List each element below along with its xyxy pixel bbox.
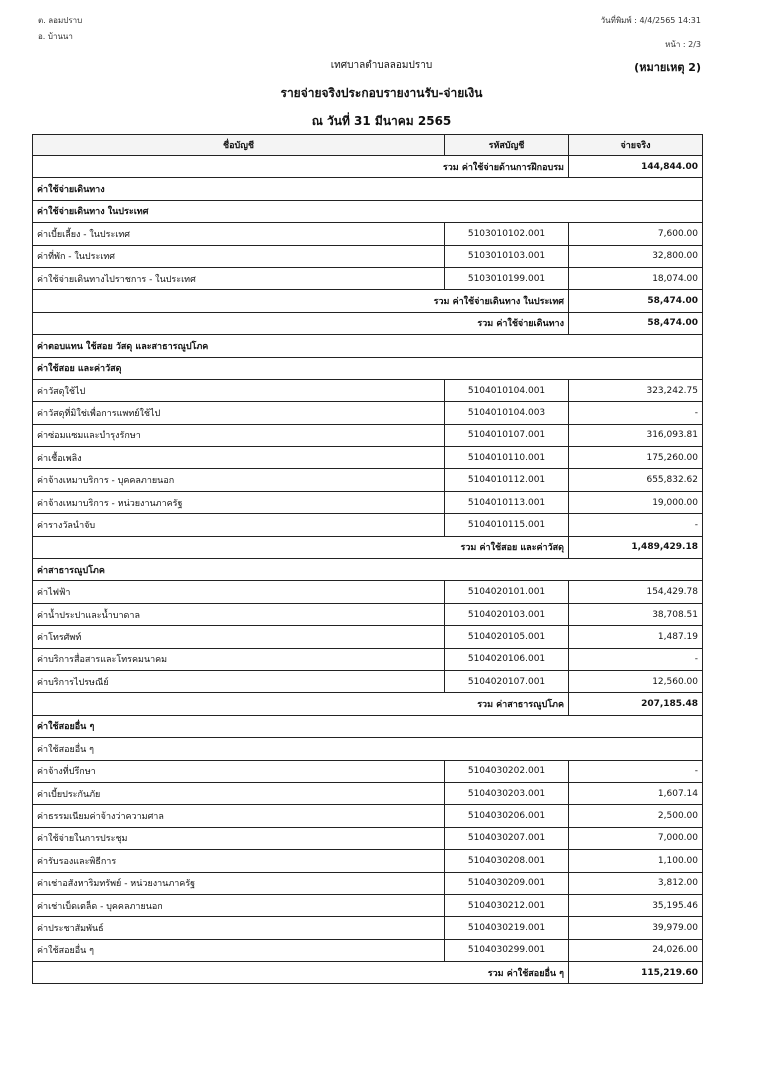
table-row <box>33 782 703 804</box>
account-code: 5104010104.003 <box>445 402 569 424</box>
subtotal-label: รวม ค่าใช้จ่ายด้านการฝึกอบรม <box>33 156 569 178</box>
account-code: 5104030208.001 <box>445 850 569 872</box>
account-amount: 39,979.00 <box>569 917 703 939</box>
table-row <box>33 312 703 334</box>
subsection-heading: ค่าใช้สอยอื่น ๆ <box>33 738 703 760</box>
table-row <box>33 290 703 312</box>
account-code: 5104020101.001 <box>445 581 569 603</box>
account-amount: 1,487.19 <box>569 626 703 648</box>
account-amount: - <box>569 514 703 536</box>
section-heading: ค่าตอบแทน ใช้สอย วัสดุ และสาธารณูปโภค <box>33 335 703 357</box>
account-name: ค่าเบี้ยเลี้ยง - ในประเทศ <box>33 223 445 245</box>
account-code: 5104030202.001 <box>445 760 569 782</box>
account-name: ค่าเช่าเบ็ดเตล็ด - บุคคลภายนอก <box>33 894 445 916</box>
account-code: 5104030209.001 <box>445 872 569 894</box>
top-left-line-2: อ. บ้านนา <box>38 32 73 41</box>
table-row <box>33 536 703 558</box>
account-amount: 3,812.00 <box>569 872 703 894</box>
account-code: 5104020103.001 <box>445 603 569 625</box>
account-code: 5104010104.001 <box>445 379 569 401</box>
table-row <box>33 626 703 648</box>
account-code: 5104010115.001 <box>445 514 569 536</box>
subsection-heading: ค่าใช้สอย และค่าวัสดุ <box>33 357 703 379</box>
table-row <box>33 379 703 401</box>
account-amount: - <box>569 760 703 782</box>
account-name: ค่าใช้จ่ายเดินทางไปราชการ - ในประเทศ <box>33 267 445 289</box>
table-row <box>33 178 703 200</box>
subsection-heading: ค่าใช้สอยอื่น ๆ <box>33 715 703 737</box>
account-amount: 323,242.75 <box>569 379 703 401</box>
account-code: 5104030212.001 <box>445 894 569 916</box>
account-amount: 316,093.81 <box>569 424 703 446</box>
account-amount: 12,560.00 <box>569 670 703 692</box>
table-row <box>33 648 703 670</box>
account-name: ค่ารางวัลนำจับ <box>33 514 445 536</box>
table-row <box>33 670 703 692</box>
account-amount: 1,607.14 <box>569 782 703 804</box>
subtotal-amount: 144,844.00 <box>569 156 703 178</box>
subtotal-label: รวม ค่าใช้จ่ายเดินทาง ในประเทศ <box>33 290 569 312</box>
note-label: (หมายเหตุ 2) <box>634 61 701 74</box>
col-amount: จ่ายจริง <box>569 135 703 156</box>
table-row <box>33 894 703 916</box>
table-row <box>33 581 703 603</box>
table-row <box>33 267 703 289</box>
account-name: ค่าใช้จ่ายในการประชุม <box>33 827 445 849</box>
account-amount: 7,000.00 <box>569 827 703 849</box>
subtotal-amount: 58,474.00 <box>569 312 703 334</box>
table-row <box>33 357 703 379</box>
account-name: ค่าไฟฟ้า <box>33 581 445 603</box>
account-name: ค่าที่พัก - ในประเทศ <box>33 245 445 267</box>
report-title: รายจ่ายจริงประกอบรายงานรับ-จ่ายเงิน <box>280 86 483 100</box>
table-row <box>33 738 703 760</box>
subsection-heading: ค่าสาธารณูปโภค <box>33 559 703 581</box>
top-left-line-1: ต. ลอมปราบ <box>38 16 83 25</box>
account-code: 5104010110.001 <box>445 447 569 469</box>
account-amount: 1,100.00 <box>569 850 703 872</box>
account-code: 5103010102.001 <box>445 223 569 245</box>
table-row <box>33 559 703 581</box>
table-row <box>33 693 703 715</box>
account-code: 5104030219.001 <box>445 917 569 939</box>
table-row <box>33 962 703 984</box>
subtotal-label: รวม ค่าใช้จ่ายเดินทาง <box>33 312 569 334</box>
table-row <box>33 223 703 245</box>
table-row <box>33 424 703 446</box>
table-row <box>33 805 703 827</box>
account-code: 5104020106.001 <box>445 648 569 670</box>
subsection-heading: ค่าใช้จ่ายเดินทาง ในประเทศ <box>33 200 703 222</box>
account-name: ค่าเช่าอสังหาริมทรัพย์ - หน่วยงานภาครัฐ <box>33 872 445 894</box>
account-amount: 32,800.00 <box>569 245 703 267</box>
table-row <box>33 939 703 961</box>
account-name: ค่าวัสดุที่มิใช่เพื่อการแพทย์ใช้ไป <box>33 402 445 424</box>
table-row <box>33 872 703 894</box>
subtotal-label: รวม ค่าใช้สอย และค่าวัสดุ <box>33 536 569 558</box>
table-row <box>33 715 703 737</box>
subtotal-amount: 58,474.00 <box>569 290 703 312</box>
account-name: ค่าน้ำประปาและน้ำบาดาล <box>33 603 445 625</box>
account-code: 5104010107.001 <box>445 424 569 446</box>
table-row <box>33 760 703 782</box>
col-account-name: ชื่อบัญชี <box>33 135 445 156</box>
account-name: ค่าจ้างเหมาบริการ - บุคคลภายนอก <box>33 469 445 491</box>
account-amount: 154,429.78 <box>569 581 703 603</box>
subtotal-amount: 115,219.60 <box>569 962 703 984</box>
account-code: 5104020105.001 <box>445 626 569 648</box>
account-name: ค่าเบี้ยประกันภัย <box>33 782 445 804</box>
account-code: 5103010103.001 <box>445 245 569 267</box>
subtotal-label: รวม ค่าใช้สอยอื่น ๆ <box>33 962 569 984</box>
account-amount: 175,260.00 <box>569 447 703 469</box>
account-code: 5104030207.001 <box>445 827 569 849</box>
table-row <box>33 156 703 178</box>
account-name: ค่าจ้างเหมาบริการ - หน่วยงานภาครัฐ <box>33 491 445 513</box>
table-row <box>33 514 703 536</box>
table-row <box>33 469 703 491</box>
account-code: 5104030206.001 <box>445 805 569 827</box>
account-amount: 19,000.00 <box>569 491 703 513</box>
table-row <box>33 491 703 513</box>
account-amount: 18,074.00 <box>569 267 703 289</box>
print-date: วันที่พิมพ์ : 4/4/2565 14:31 <box>600 16 701 25</box>
account-amount: - <box>569 402 703 424</box>
table-row <box>33 402 703 424</box>
account-amount: 35,195.46 <box>569 894 703 916</box>
account-amount: - <box>569 648 703 670</box>
account-amount: 2,500.00 <box>569 805 703 827</box>
table-row <box>33 335 703 357</box>
account-amount: 7,600.00 <box>569 223 703 245</box>
table-row <box>33 245 703 267</box>
account-name: ค่าโทรศัพท์ <box>33 626 445 648</box>
account-code: 5104020107.001 <box>445 670 569 692</box>
org-name: เทศบาลตำบลลอมปราบ <box>330 60 433 71</box>
expense-table <box>32 134 703 984</box>
table-row <box>33 917 703 939</box>
account-name: ค่าธรรมเนียมค่าจ้างว่าความศาล <box>33 805 445 827</box>
table-row <box>33 603 703 625</box>
report-date: ณ วันที่ 31 มีนาคม 2565 <box>311 114 452 128</box>
account-amount: 38,708.51 <box>569 603 703 625</box>
table-row <box>33 200 703 222</box>
subtotal-amount: 207,185.48 <box>569 693 703 715</box>
account-name: ค่าวัสดุใช้ไป <box>33 379 445 401</box>
account-code: 5104030299.001 <box>445 939 569 961</box>
table-row <box>33 827 703 849</box>
table-row <box>33 447 703 469</box>
account-code: 5104010113.001 <box>445 491 569 513</box>
account-name: ค่าเชื้อเพลิง <box>33 447 445 469</box>
account-name: ค่าบริการสื่อสารและโทรคมนาคม <box>33 648 445 670</box>
account-name: ค่าใช้สอยอื่น ๆ <box>33 939 445 961</box>
account-name: ค่ารับรองและพิธีการ <box>33 850 445 872</box>
table-row <box>33 850 703 872</box>
section-heading: ค่าใช้จ่ายเดินทาง <box>33 178 703 200</box>
account-amount: 655,832.62 <box>569 469 703 491</box>
table-body <box>33 156 703 984</box>
account-code: 5103010199.001 <box>445 267 569 289</box>
account-name: ค่าซ่อมแซมและบำรุงรักษา <box>33 424 445 446</box>
account-name: ค่าประชาสัมพันธ์ <box>33 917 445 939</box>
account-amount: 24,026.00 <box>569 939 703 961</box>
table-header-row <box>33 135 703 156</box>
col-account-code: รหัสบัญชี <box>445 135 569 156</box>
account-name: ค่าจ้างที่ปรึกษา <box>33 760 445 782</box>
account-name: ค่าบริการไปรษณีย์ <box>33 670 445 692</box>
account-code: 5104030203.001 <box>445 782 569 804</box>
account-code: 5104010112.001 <box>445 469 569 491</box>
page-number: หน้า : 2/3 <box>665 40 701 49</box>
subtotal-amount: 1,489,429.18 <box>569 536 703 558</box>
subtotal-label: รวม ค่าสาธารณูปโภค <box>33 693 569 715</box>
